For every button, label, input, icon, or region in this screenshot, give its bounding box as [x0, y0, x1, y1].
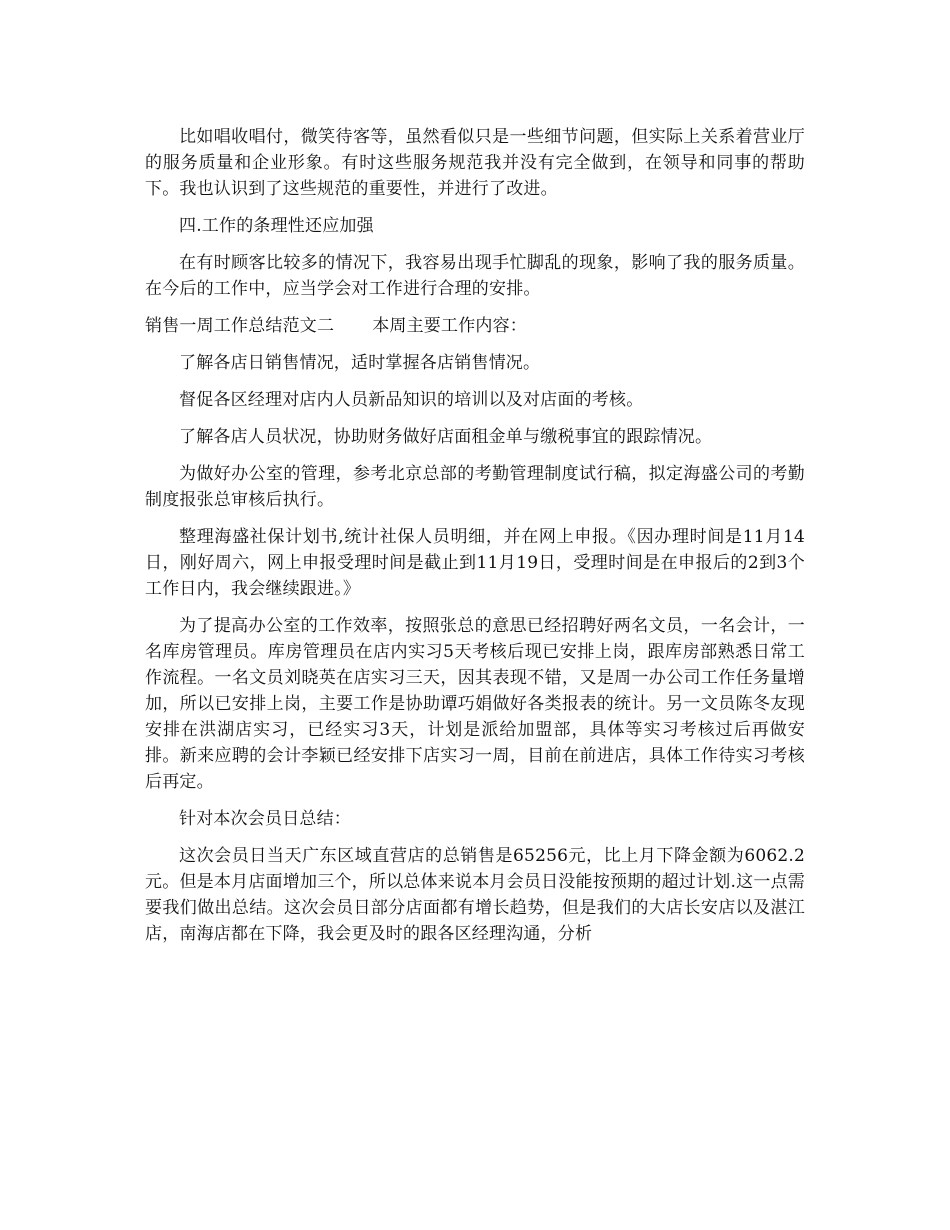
paragraph-service-standards: 比如唱收唱付，微笑待客等，虽然看似只是一些细节问题，但实际上关系着营业厅的服务质量和企业形象。有时这些服务规范我并没有完全做到，在领导和同事的帮助下。我也认识到了这些规范的重要性，并进行了改进。: [145, 127, 805, 199]
paragraph-training: 督促各区经理对店内人员新品知识的培训以及对店面的考核。: [179, 390, 644, 410]
paragraph-member-day-summary: 这次会员日当天广东区域直营店的总销售是65256元，比上月下降金额为6062.2元。但是本月店面增加三个，所以总体来说本月会员日没能按预期的超过计划.这一点需要我们做出总结。这次会员日部分店面都有增长趋势，但是我们的大店长安店以及湛江店，南海店都在下降，我会更及时的跟各区经理沟通，分析: [145, 846, 805, 944]
paragraph-staff-status: 了解各店人员状况，协助财务做好店面租金单与缴税事宜的跟踪情况。: [179, 427, 713, 447]
document-page: [145, 124, 805, 958]
paragraph-weekly-summary-intro: [145, 313, 805, 339]
paragraph-member-day-heading: 针对本次会员日总结：: [179, 809, 351, 829]
paragraph-social-security: 整理海盛社保计划书,统计社保人员明细，并在网上申报。《因办理时间是11月14日，刚好周六，网上申报受理时间是截止到11月19日，受理时间是在申报后的2到3个工作日内，我会继续跟进。》: [145, 527, 805, 599]
paragraph-recruitment: 为了提高办公室的工作效率，按照张总的意思已经招聘好两名文员，一名会计，一名库房管理员。库房管理员在店内实习5天考核后现已安排上岗，跟库房部熟悉日常工作流程。一名文员刘晓英在店实习三天，因其表现不错，又是周一办公司工作任务量增加，所以已安排上岗，主要工作是协助谭巧娟做好各类报表的统计。另一文员陈冬友现安排在洪湖店实习，已经实习3天，计划是派给加盟部，具体等实习考核过后再做安排。新来应聘的会计李颖已经安排下店实习一周，目前在前进店，具体工作待实习考核后再定。: [145, 616, 805, 792]
paragraph-busy-customers: 在有时顾客比较多的情况下，我容易出现手忙脚乱的现象，影响了我的服务质量。在今后的工作中，应当学会对工作进行合理的安排。: [145, 253, 805, 299]
section-heading-work-organization: 四.工作的条理性还应加强: [179, 216, 374, 236]
weekly-work-heading: 本周主要工作内容：: [372, 316, 528, 336]
paragraph-daily-sales: 了解各店日销售情况，适时掌握各店销售情况。: [179, 353, 541, 373]
document-title: 销售一周工作总结范文二: [145, 316, 335, 336]
paragraph-office-management: 为做好办公室的管理，参考北京总部的考勤管理制度试行稿，拟定海盛公司的考勤制度报张总审核后执行。: [145, 464, 805, 510]
